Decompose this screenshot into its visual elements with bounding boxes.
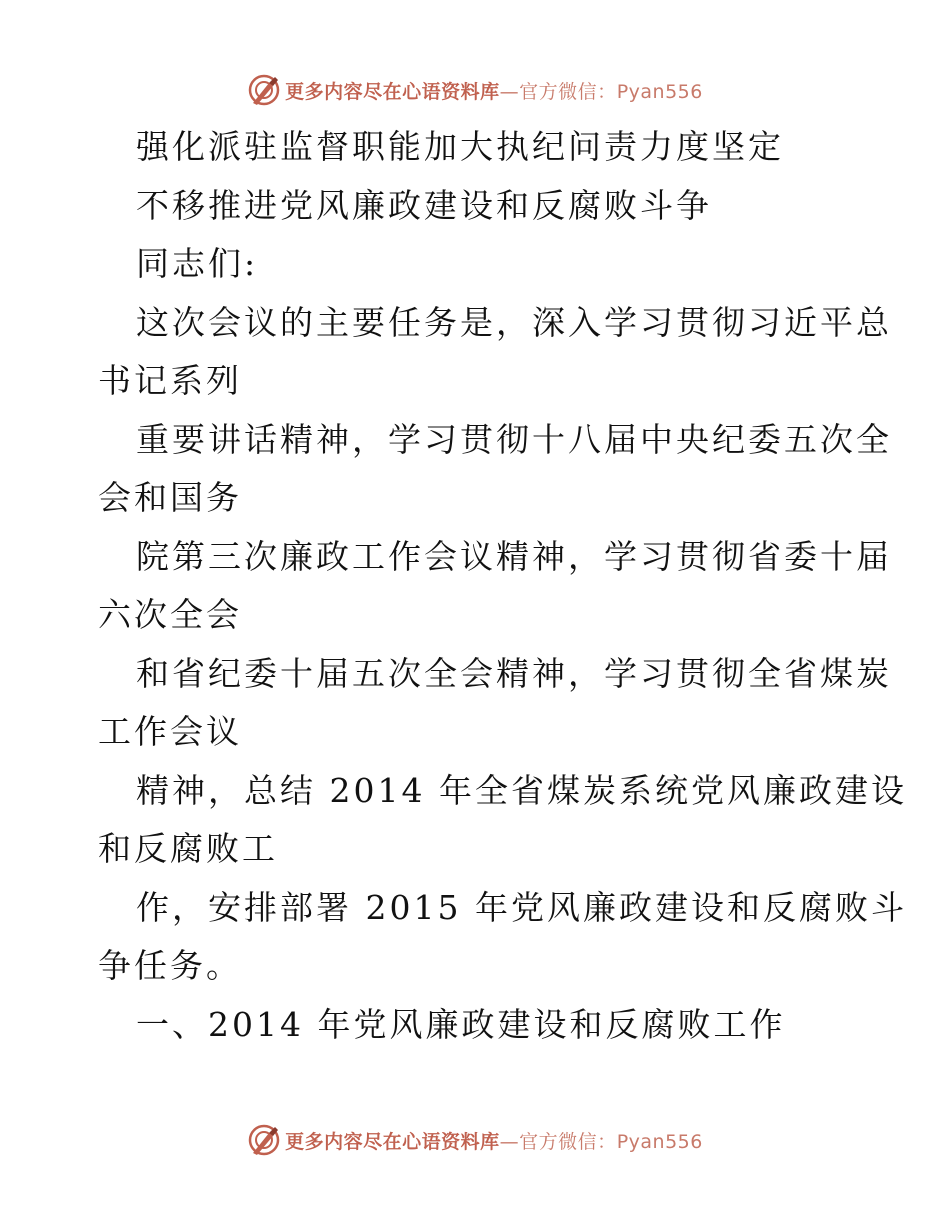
paragraph-line: 作，安排部署 2015 年党风廉政建设和反腐败斗 [136, 887, 907, 927]
section-heading: 一、2014 年党风廉政建设和反腐败工作 [136, 1004, 786, 1044]
salutation: 同志们: [136, 244, 259, 283]
pen-logo-icon [247, 73, 281, 107]
paragraph-line: 争任务。 [98, 946, 242, 985]
paragraph-line: 重要讲话精神，学习贯彻十八届中央纪委五次全 [136, 419, 892, 459]
paragraph-line: 这次会议的主要任务是，深入学习贯彻习近平总 [136, 302, 892, 342]
document-body [98, 118, 907, 1054]
paragraph-line: 院第三次廉政工作会议精神，学习贯彻省委十届 [136, 536, 892, 576]
pen-logo-icon [247, 1123, 281, 1157]
paragraph-line: 和省纪委十届五次全会精神，学习贯彻全省煤炭 [136, 653, 892, 693]
paragraph-line: 和反腐败工 [98, 829, 278, 868]
watermark-text: 更多内容尽在心语资料库—官方微信：Pyan556 [285, 80, 703, 103]
watermark-text: 更多内容尽在心语资料库—官方微信：Pyan556 [285, 1130, 703, 1153]
paragraph-line: 书记系列 [98, 361, 242, 400]
title-line-2: 不移推进党风廉政建设和反腐败斗争 [136, 185, 712, 225]
paragraph-line: 会和国务 [98, 478, 242, 517]
footer-watermark [0, 1120, 950, 1160]
title-line-1: 强化派驻监督职能加大执纪问责力度坚定 [136, 127, 784, 166]
paragraph-line: 精神，总结 2014 年全省煤炭系统党风廉政建设 [136, 770, 907, 810]
paragraph-line: 工作会议 [98, 712, 242, 751]
header-watermark [0, 70, 950, 110]
paragraph-line: 六次全会 [98, 595, 242, 634]
